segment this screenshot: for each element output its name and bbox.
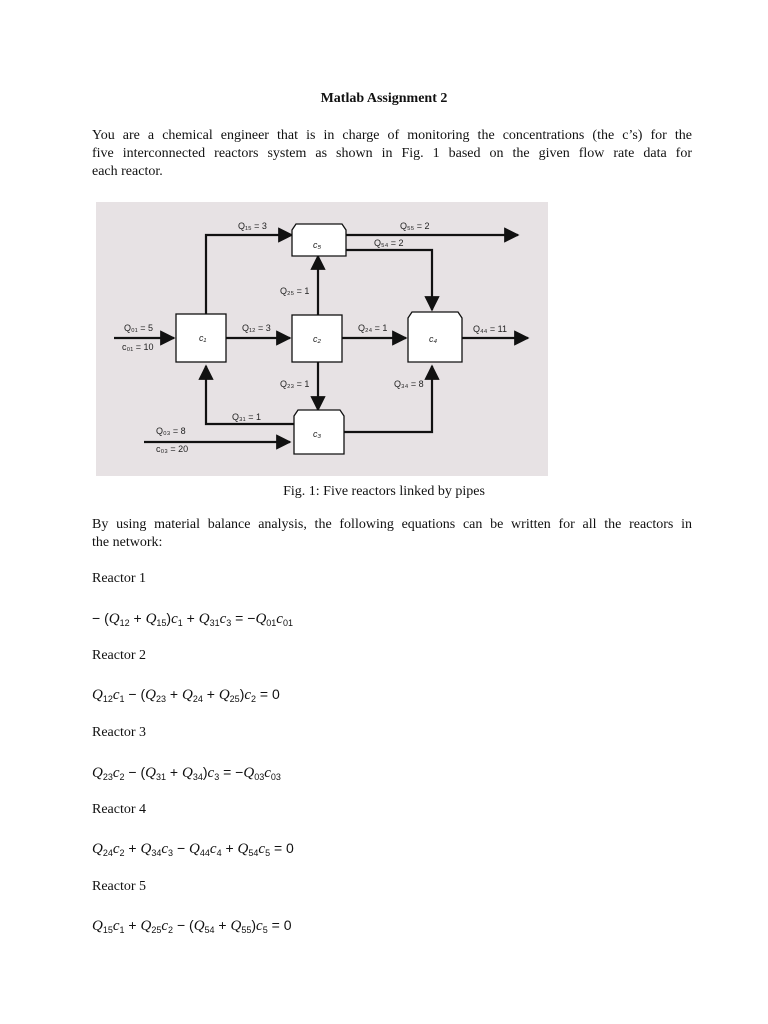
reactor-c5-label: c₅ <box>313 240 322 250</box>
pipe-q15-arrow <box>206 235 292 314</box>
reactor-c3-label: c₃ <box>313 429 322 439</box>
reactor-3-heading: Reactor 3 <box>92 725 147 740</box>
reactor-c1-label: c₁ <box>199 333 207 343</box>
pipe-q54-arrow <box>338 250 432 310</box>
intro-paragraph <box>92 127 692 181</box>
label-c01: c₀₁ = 10 <box>122 342 154 352</box>
label-q54: Q₅₄ = 2 <box>374 238 404 248</box>
reactor-4-equation: $Q_{24}c_2 + Q_{34}c_3 - Q_{44}c_4 + Q_{54}c_5 = 0$ <box>92 840 294 858</box>
document-title: Matlab Assignment 2 <box>320 91 448 106</box>
balance-paragraph <box>92 516 692 552</box>
reactor-network-figure <box>96 202 548 476</box>
label-q55: Q₅₅ = 2 <box>400 221 430 231</box>
label-q34: Q₃₄ = 8 <box>394 379 424 389</box>
reactor-3-equation: $Q_{23}c_2 - (Q_{31} + Q_{34})c_3 = -Q_{03}c_{03}$ <box>92 764 281 782</box>
reactor-c4-label: c₄ <box>429 334 438 344</box>
label-c03: c₀₃ = 20 <box>156 444 189 454</box>
balance-line-2: the network: <box>92 535 163 550</box>
balance-line-1: By using material balance analysis, the following equations can be written for all the reactors in <box>92 517 692 532</box>
intro-line-1: You are a chemical engineer that is in charge of monitoring the concentrations (the c’s) for the <box>92 128 692 143</box>
label-q15: Q₁₅ = 3 <box>238 221 267 231</box>
reactor-5-equation: $Q_{15}c_1 + Q_{25}c_2 - (Q_{54} + Q_{55})c_5 = 0$ <box>92 917 292 935</box>
label-q23: Q₂₃ = 1 <box>280 379 310 389</box>
label-q25: Q₂₅ = 1 <box>280 286 310 296</box>
label-q24: Q₂₄ = 1 <box>358 323 388 333</box>
reactor-4-heading: Reactor 4 <box>92 802 147 817</box>
label-q12: Q₁₂ = 3 <box>242 323 271 333</box>
pipe-q34-arrow <box>342 366 432 432</box>
reactor-2-equation: $Q_{12}c_1 - (Q_{23} + Q_{24} + Q_{25})c_2 = 0$ <box>92 686 280 704</box>
label-q01: Q₀₁ = 5 <box>124 323 154 333</box>
reactor-1-heading: Reactor 1 <box>92 571 147 586</box>
label-q03: Q₀₃ = 8 <box>156 426 186 436</box>
reactor-5-heading: Reactor 5 <box>92 879 147 894</box>
reactor-network-diagram <box>96 202 548 476</box>
reactor-1-equation: − $(Q_{12} + Q_{15})c_1 + Q_{31}c_3 = -Q_{01}c_{01}$ <box>92 610 293 628</box>
label-q31: Q₃₁ = 1 <box>232 412 261 422</box>
intro-line-3: each reactor. <box>92 164 163 179</box>
label-q44: Q₄₄ = 11 <box>473 324 507 334</box>
reactor-c2-label: c₂ <box>313 334 321 344</box>
figure-caption: Fig. 1: Five reactors linked by pipes <box>283 484 485 499</box>
reactor-2-heading: Reactor 2 <box>92 648 147 663</box>
intro-line-2: five interconnected reactors system as shown in Fig. 1 based on the given flow rate data for <box>92 146 692 161</box>
